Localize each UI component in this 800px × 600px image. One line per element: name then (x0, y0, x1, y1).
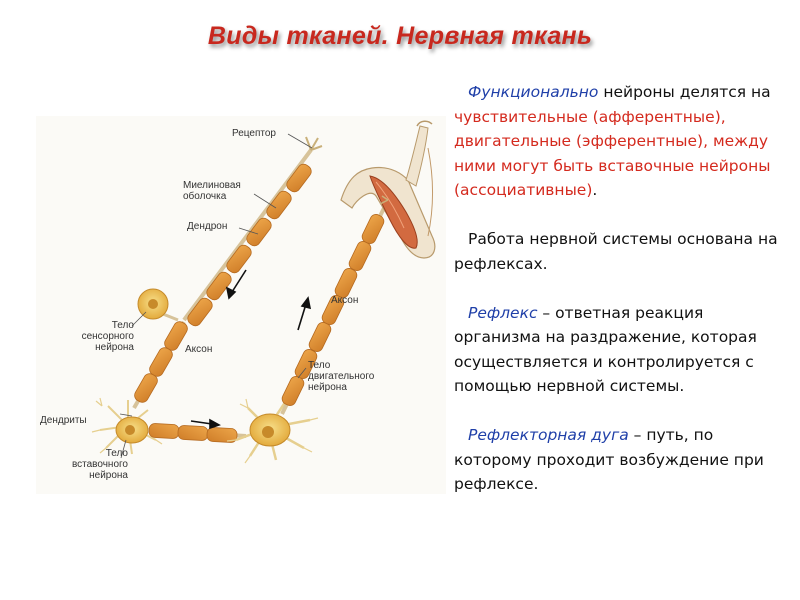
term-reflex-arc: Рефлекторная дуга (468, 426, 629, 444)
label-myelin-line1: Миелиновая (183, 180, 241, 191)
term-functionally: Функционально (468, 83, 599, 101)
label-axon-motor: Аксон (331, 295, 359, 306)
label-receptor: Рецептор (232, 128, 276, 139)
label-interneuron-body (46, 448, 128, 481)
slide-title: Виды тканей. Нервная ткань (207, 22, 593, 50)
label-inter-line2: вставочного (71, 459, 128, 470)
label-sensory-line1: Тело (111, 320, 134, 331)
label-myelin-sheath (183, 180, 241, 202)
label-dendron: Дендрон (187, 221, 228, 232)
label-myelin-line2: оболочка (183, 191, 227, 202)
p2-text: Работа нервной системы основана на рефлексах. (454, 230, 778, 273)
paragraph-functional-types (454, 80, 784, 203)
p4-text: – путь, по которому проходит возбуждение при рефлексе. (454, 426, 764, 493)
label-motor-body (308, 360, 374, 393)
label-motor-line1: Тело (308, 360, 331, 371)
label-motor-line2: двигательного (308, 371, 375, 382)
paragraph-reflex-basis (454, 227, 784, 276)
label-motor-line3: нейрона (308, 382, 347, 393)
p3-text: – ответная реакция организма на раздражение, которая осуществляется и контролируется с помощью нервной системы. (454, 303, 757, 395)
label-sensory-line2: сенсорного (81, 331, 134, 342)
label-sensory-body (54, 320, 134, 353)
neuron-types-text: чувствительные (афферентные), двигательные (эфферентные), между ними могут быть вставочные нейроны (ассоциативные) (454, 107, 771, 199)
p1-text-a: нейроны делятся на (598, 83, 771, 101)
label-dendrites: Дендриты (40, 415, 87, 426)
p1-text-b: . (592, 181, 598, 199)
paragraph-reflex-arc (454, 423, 784, 497)
label-axon-sensory: Аксон (185, 344, 213, 355)
label-sensory-line3: нейрона (95, 342, 134, 353)
term-reflex: Рефлекс (468, 303, 538, 322)
label-inter-line3: нейрона (89, 470, 128, 481)
label-inter-line1: Тело (105, 448, 128, 459)
paragraph-reflex-definition (454, 301, 784, 399)
reflex-arc-illustration (36, 108, 446, 498)
description-text-panel (454, 80, 784, 497)
reflex-arc-diagram (36, 108, 446, 498)
